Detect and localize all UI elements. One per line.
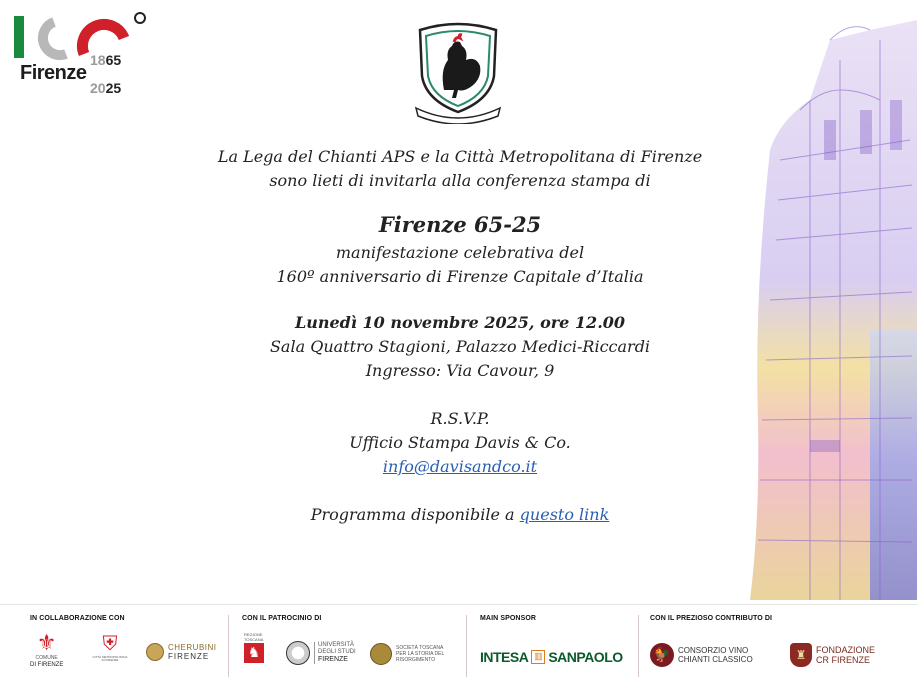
- cherubini-medal-icon: [146, 643, 164, 661]
- collaboration-label: IN COLLABORAZIONE CON: [30, 615, 125, 622]
- main-sponsor-label: MAIN SPONSOR: [480, 615, 537, 622]
- intro-line-1: La Lega del Chianti APS e la Città Metropolitana di Firenze: [217, 147, 703, 166]
- consorzio-chianti-logo: 🐓 CONSORZIO VINO CHIANTI CLASSICO: [650, 643, 753, 667]
- pegasus-icon: ♞: [244, 643, 264, 663]
- logo-city-name: Firenze: [20, 62, 87, 84]
- comune-firenze-logo: ⚜ COMUNE DI FIRENZE: [30, 631, 64, 668]
- sponsors-footer: [0, 604, 917, 686]
- event-subtitle-line-2: 160º anniversario di Firenze Capitale d’Italia: [276, 267, 644, 286]
- event-entrance: Ingresso: Via Cavour, 9: [365, 361, 555, 380]
- logo-year-2025: 2025: [90, 80, 122, 96]
- programme-line: [180, 503, 740, 527]
- facade-artwork: [740, 0, 917, 600]
- unifi-seal-icon: [286, 641, 310, 665]
- fondazione-emblem-icon: ♜: [790, 643, 812, 667]
- email-line: [180, 455, 740, 479]
- footer-divider: [228, 615, 229, 677]
- footer-divider: [638, 615, 639, 677]
- programme-link[interactable]: questo link: [519, 505, 610, 524]
- fondazione-cr-firenze-logo: ♜ FONDAZIONE CR FIRENZE: [790, 643, 875, 667]
- patronage-section: [242, 615, 321, 622]
- contribution-section: [650, 615, 772, 622]
- event-title: Firenze 65-25: [378, 212, 542, 237]
- email-link[interactable]: info@davisandco.it: [382, 457, 538, 476]
- event-subtitle-line-1: manifestazione celebrativa del: [335, 243, 585, 262]
- anniversary-logo: [14, 10, 154, 102]
- black-rooster-icon: 🐓: [650, 643, 674, 667]
- lega-del-chianti-crest: [410, 20, 506, 124]
- rsvp-label: R.S.V.P.: [430, 409, 490, 428]
- contribution-label: CON IL PREZIOSO CONTRIBUTO DI: [650, 615, 773, 622]
- rooster-crest-icon: [410, 20, 506, 124]
- palazzo-facade-illustration: [740, 0, 917, 600]
- main-sponsor-section: [480, 615, 536, 622]
- societa-seal-icon: [370, 643, 392, 665]
- citta-metropolitana-logo: ⛨ CITTÀ METROPOLITANA DI FIRENZE: [92, 631, 128, 662]
- metro-shield-icon: ⛨: [102, 631, 118, 655]
- logo-160-graphic: [14, 10, 154, 70]
- florence-lily-icon: ⚜: [36, 631, 57, 656]
- patronage-label: CON IL PATROCINIO DI: [242, 615, 322, 622]
- intro-line-2: sono lieti di invitarla alla conferenza stampa di: [269, 171, 651, 190]
- logo-year-1865: 1865: [90, 52, 122, 68]
- footer-divider: [466, 615, 467, 677]
- programme-text: Programma disponibile a: [310, 505, 520, 524]
- event-venue: Sala Quattro Stagioni, Palazzo Medici-Riccardi: [269, 337, 651, 356]
- invitation-body: [180, 145, 740, 527]
- event-date-time: Lunedì 10 novembre 2025, ore 12.00: [294, 313, 626, 332]
- unifi-logo: UNIVERSITÀ DEGLI STUDI FIRENZE: [286, 641, 356, 665]
- intesa-mark-icon: ▥: [531, 650, 545, 664]
- collaboration-section: [30, 615, 125, 622]
- intesa-sanpaolo-logo: INTESA ▥ SANPAOLO: [480, 649, 623, 665]
- cherubini-logo: CHERUBINI FIRENZE: [146, 643, 217, 661]
- press-office: Ufficio Stampa Davis & Co.: [349, 433, 571, 452]
- regione-toscana-logo: REGIONE TOSCANA ♞: [244, 632, 264, 661]
- societa-toscana-logo: SOCIETÀ TOSCANA PER LA STORIA DEL RISORGIMENTO: [370, 643, 444, 665]
